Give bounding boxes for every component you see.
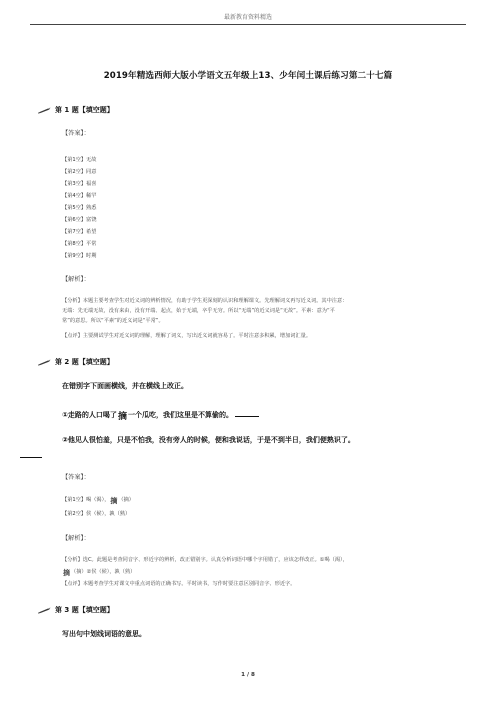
question-1-heading — [38, 105, 114, 115]
q2-blank-2: 【第2空】侯（候），孰（熟） — [62, 511, 131, 517]
q2-blank-1 — [62, 496, 134, 506]
q2-sentence-2: ②他见人很怕羞，只是不怕我，没有旁人的时候，便和我说话，于是不到半日，我们便熟识了。 — [62, 436, 355, 444]
question-3-heading — [38, 605, 114, 615]
q2-analysis-line-3: 【点评】本题考查学生对课文中重点词语的正确书写。平时读书，写作时要注意区别同音字、形近字。 — [62, 581, 296, 587]
question-2-title: 第 2 题【填空题】 — [55, 358, 114, 366]
q2-sentence-1 — [62, 409, 259, 422]
glyph-image: 摘 — [117, 412, 127, 422]
glyph-image: 摘 — [63, 569, 70, 577]
q1-blank-5: 【第5空】熟悉 — [62, 205, 97, 211]
q1-blank-7: 【第7空】希望 — [62, 229, 97, 235]
page-number: 1 / 8 — [241, 672, 255, 678]
q2-analysis-line-2-text: （摘）②侯（候），孰（熟） — [71, 569, 136, 575]
q1-answer-label: 【答案】： — [62, 130, 90, 137]
q2-analysis-label: 【解析】： — [62, 535, 90, 542]
q1-blank-3: 【第3空】福喜 — [62, 181, 97, 187]
q1-blank-1: 【第1空】无故 — [62, 157, 97, 163]
q2-sentence-1-part-a: ①走路的人口喝了 — [62, 411, 117, 419]
q2-analysis-line-2 — [62, 568, 462, 579]
q1-analysis-line-4: 【点评】主要测试学生对近义词的理解，理解了词义，写出近义词就容易了。平时注意多积累，增加词汇量。 — [62, 333, 312, 339]
q2-analysis-line-1: 【分析】选C。此题是考查同音字、形近字的辨析，改正错别字。认真分析词语中哪个字用错了，应该怎样改正。①喝（渴）， — [62, 557, 348, 563]
q3-prompt: 写出句中划线词语的意思。 — [62, 630, 146, 638]
glyph-image: 摘 — [110, 497, 118, 505]
pen-icon — [38, 107, 51, 114]
document-title: 2019年精选西师大版小学语文五年级上13、少年闰土课后练习第二十七篇 — [103, 71, 393, 81]
pen-icon — [38, 359, 51, 366]
page-header: 最新教育资料精选 — [223, 14, 272, 21]
question-3-title: 第 3 题【填空题】 — [55, 606, 114, 614]
q1-blank-2: 【第2空】同意 — [62, 169, 97, 175]
answer-blank-line[interactable] — [235, 410, 259, 417]
q2-blank-1-part-b: （摘） — [118, 497, 134, 503]
q1-blank-4: 【第4空】稀罕 — [62, 193, 97, 199]
q1-blank-8: 【第8空】平常 — [62, 241, 97, 247]
q2-prompt: 在错别字下面画横线，并在横线上改正。 — [62, 382, 188, 390]
q2-sentence-1-part-b: 一个瓜吃，我们这里是不算偷的。 — [127, 411, 233, 419]
question-1-title: 第 1 题【填空题】 — [55, 106, 114, 114]
q1-analysis-line-3: 常”的意思。所以“平素”的近义词是“平常”。 — [62, 318, 164, 324]
q1-analysis-line-1: 【分析】本题主要考查学生对近义词的辨析情况，有助于学生更深刻的认识和理解课文。先理解词义再写近义词。其中注意： — [62, 298, 348, 304]
q1-analysis-label: 【解析】： — [62, 276, 90, 283]
question-2-heading — [38, 357, 114, 367]
q2-answer-label: 【答案】： — [62, 474, 90, 481]
pen-icon — [38, 607, 51, 614]
header-rule — [30, 24, 466, 25]
answer-blank-line[interactable] — [20, 457, 42, 458]
q1-analysis-line-2: 无端：先无端无故，没有来由，没有开端、起点，始于无端，卒乎无穷。所以“无端”的近义词是“无故”。平素：意为“平 — [62, 308, 335, 314]
q2-blank-1-part-a: 【第1空】喝（渴）， — [62, 497, 110, 503]
q1-blank-6: 【第6空】富饶 — [62, 217, 97, 223]
q1-blank-9: 【第9空】时期 — [62, 253, 97, 259]
